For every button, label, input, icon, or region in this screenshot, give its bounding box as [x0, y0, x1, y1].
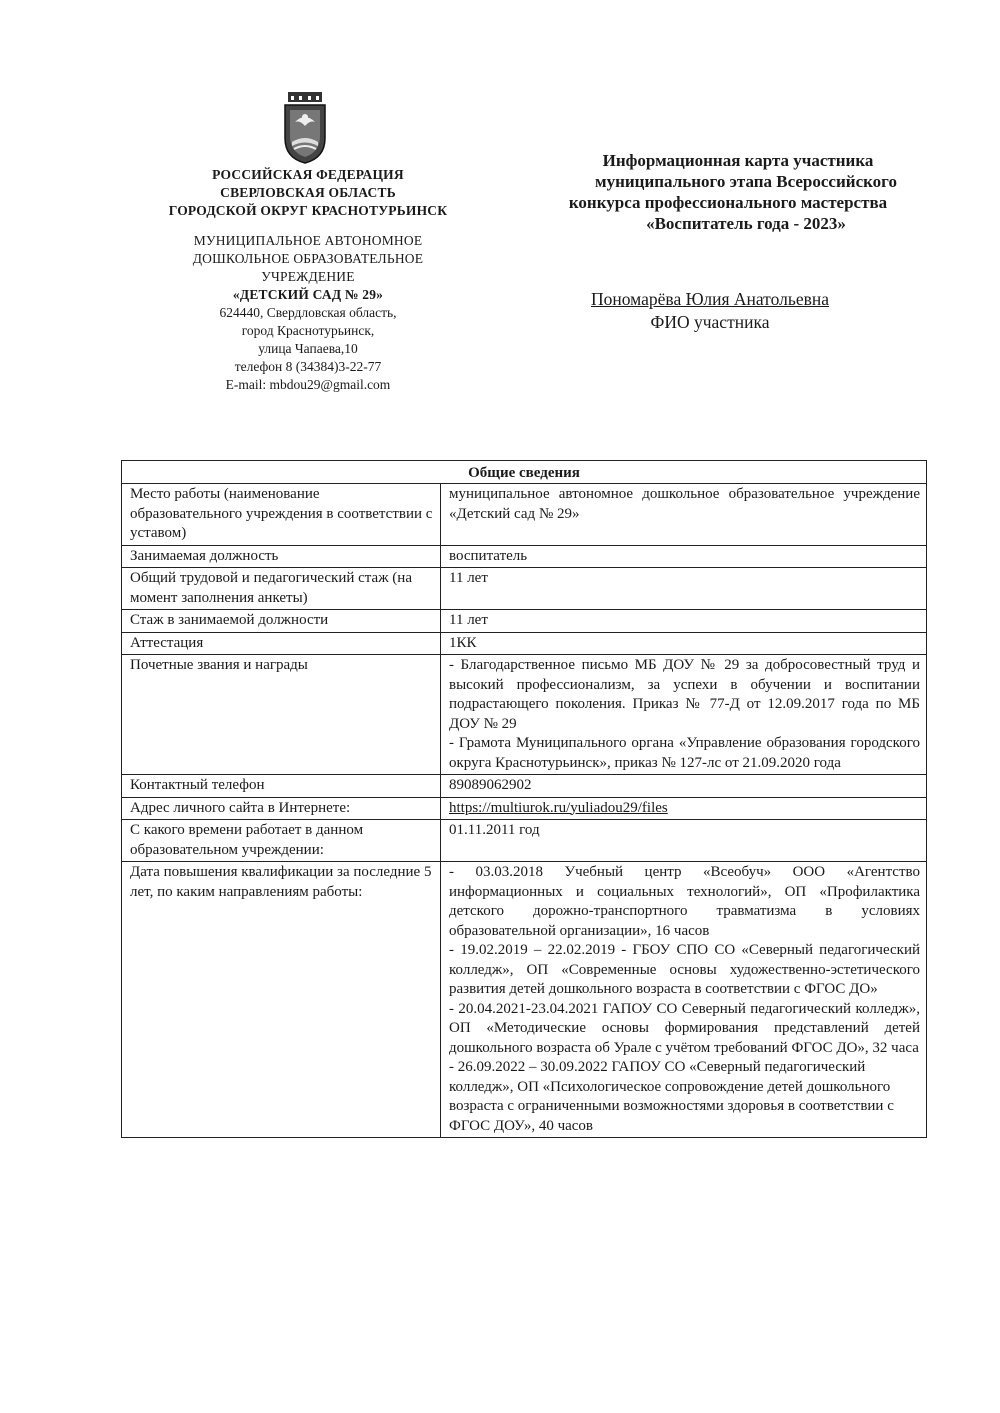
row-label: Аттестация [122, 632, 441, 655]
letterhead-org-name: «ДЕТСКИЙ САД № 29» [232, 287, 384, 302]
table-row [122, 545, 927, 568]
row-value: воспитатель [441, 545, 927, 568]
table-header-row [122, 461, 927, 484]
row-value [441, 862, 927, 1138]
table-header: Общие сведения [122, 461, 927, 484]
title-line4: «Воспитатель года - 2023» [646, 214, 846, 233]
personal-site-link[interactable]: https://multiurok.ru/yuliadou29/files [449, 799, 668, 816]
document-title [508, 150, 948, 234]
participant-name: Пономарёва Юлия Анатольевна [591, 289, 829, 309]
letterhead-org-line3: УЧРЕЖДЕНИЕ [261, 269, 355, 284]
row-label: Стаж в занимаемой должности [122, 610, 441, 633]
row-value: 01.11.2011 год [441, 820, 927, 862]
row-label: С какого времени работает в данном образовательном учреждении: [122, 820, 441, 862]
table-row [122, 862, 927, 1138]
table-row [122, 775, 927, 798]
row-value: муниципальное автономное дошкольное образовательное учреждение «Детский сад № 29» [441, 484, 927, 546]
training-item: - 26.09.2022 – 30.09.2022 ГАПОУ СО «Северный педагогический колледж», ОП «Психологическое сопровождение детей дошкольного возраста с ограниченными возможностями здоровья в соответствии с ФГОС ДОУ», 40 часов [449, 1059, 894, 1134]
award-item: - Грамота Муниципального органа «Управление образования городского округа Краснотурьинск», приказ № 127-лс от 21.09.2020 года [449, 735, 920, 771]
letterhead-region: СВЕРЛОВСКАЯ ОБЛАСТЬ [220, 185, 396, 200]
training-item: - 19.02.2019 – 22.02.2019 - ГБОУ СПО СО «Северный педагогический колледж», ОП «Современные основы художественно-эстетического развития детей дошкольного возраста в соответствии с ФГОС ДО» [449, 942, 920, 997]
participant-caption: ФИО участника [650, 312, 770, 332]
letterhead-district: ГОРОДСКОЙ ОКРУГ КРАСНОТУРЬИНСК [168, 203, 448, 218]
table-row [122, 610, 927, 633]
row-label: Занимаемая должность [122, 545, 441, 568]
table-row [122, 632, 927, 655]
letterhead-org-line2: ДОШКОЛЬНОЕ ОБРАЗОВАТЕЛЬНОЕ [192, 251, 424, 266]
row-value: 11 лет [441, 610, 927, 633]
row-value: 1КК [441, 632, 927, 655]
row-label: Адрес личного сайта в Интернете: [122, 797, 441, 820]
letterhead-country: РОССИЙСКАЯ ФЕДЕРАЦИЯ [212, 167, 404, 182]
row-value [441, 797, 927, 820]
title-line1: Информационная карта участника [602, 151, 874, 170]
letterhead-phone: телефон 8 (34384)3-22-77 [234, 359, 382, 374]
letterhead-address2: город Краснотурьинск, [241, 323, 375, 338]
letterhead-org-line1: МУНИЦИПАЛЬНОЕ АВТОНОМНОЕ [193, 233, 423, 248]
table-row [122, 655, 927, 775]
table-row [122, 568, 927, 610]
title-line2: муниципального этапа Всероссийского [595, 172, 897, 191]
title-line3: конкурса профессионального мастерства [568, 193, 888, 212]
award-item: - Благодарственное письмо МБ ДОУ № 29 за добросовестный труд и высокий профессионализм, за успехи в обучении и воспитании подрастающего поколения. Приказ № 77-Д от 12.09.2017 года по МБ ДОУ № 29 [449, 657, 920, 732]
row-label: Почетные звания и награды [122, 655, 441, 775]
training-item: - 20.04.2021-23.04.2021 ГАПОУ СО Северный педагогический колледж», ОП «Методические основы формирования представлений детей дошкольного возраста об Урале с учётом требований ФГОС ДО», 32 часа [449, 1000, 920, 1056]
table-row [122, 797, 927, 820]
row-value: 11 лет [441, 568, 927, 610]
row-value [441, 655, 927, 775]
letterhead-address1: 624440, Свердловская область, [219, 305, 397, 320]
letterhead-address3: улица Чапаева,10 [258, 341, 358, 356]
info-table [121, 460, 927, 1138]
letterhead-email: E-mail: mbdou29@gmail.com [225, 377, 391, 392]
row-label: Общий трудовой и педагогический стаж (на момент заполнения анкеты) [122, 568, 441, 610]
training-item: - 03.03.2018 Учебный центр «Всеобуч» ООО «Агентство информационных и социальных технологий», ОП «Профилактика детского дорожно-транспортного травматизма в условиях образовательной организации», 16 часов [449, 864, 920, 939]
coat-of-arms-icon [282, 92, 328, 164]
row-label: Место работы (наименование образовательного учреждения в соответствии с уставом) [122, 484, 441, 546]
table-row [122, 820, 927, 862]
row-value: 89089062902 [441, 775, 927, 798]
row-label: Контактный телефон [122, 775, 441, 798]
row-label: Дата повышения квалификации за последние 5 лет, по каким направлениям работы: [122, 862, 441, 1138]
participant-block [540, 288, 880, 334]
table-row [122, 484, 927, 546]
letterhead [128, 166, 488, 394]
